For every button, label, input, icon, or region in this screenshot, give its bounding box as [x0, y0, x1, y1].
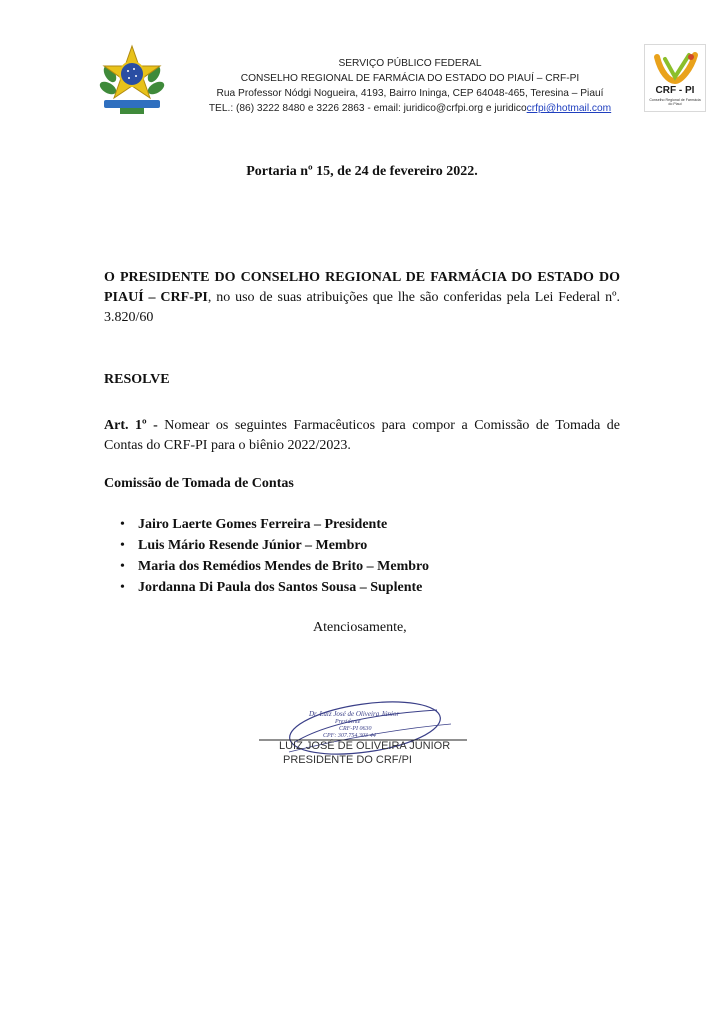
list-item	[118, 556, 429, 577]
member-name: Jordanna Di Paula dos Santos Sousa – Suplente	[138, 580, 423, 595]
header-line-council: CONSELHO REGIONAL DE FARMÁCIA DO ESTADO DO PIAUÍ – CRF-PI	[240, 73, 580, 84]
crf-pi-logo	[644, 44, 706, 112]
stamp-line-name: Dr. Luiz José de Oliveira Júnior	[309, 710, 400, 718]
closing-text: Atenciosamente,	[313, 620, 407, 635]
bullet-icon: •	[120, 517, 125, 532]
list-item	[118, 535, 429, 556]
stamp-line-role: Presidente	[335, 719, 361, 725]
signature-block	[255, 694, 475, 774]
resolve-heading: RESOLVE	[104, 372, 170, 387]
stamp-line-registration: CRF-PI 0630	[339, 726, 372, 732]
intro-text: , no uso de suas atribuições que lhe são conferidas pela Lei Federal nº. 3.820/60	[104, 290, 620, 325]
logo-text: CRF - PI	[655, 85, 695, 96]
signatory-name: LUIZ JOSÉ DE OLIVEIRA JÚNIOR	[279, 740, 451, 752]
member-name: Jairo Laerte Gomes Ferreira – Presidente	[138, 517, 388, 532]
logo-subtext: Conselho Regional de Farmácia do Piauí	[649, 98, 701, 106]
intro-bold-text: O PRESIDENTE DO CONSELHO REGIONAL DE FARMÁCIA DO ESTADO DO PIAUÍ – CRF-PI	[104, 270, 620, 305]
article-paragraph	[104, 416, 620, 456]
member-name: Luis Mário Resende Júnior – Membro	[138, 538, 368, 553]
member-name: Maria dos Remédios Mendes de Brito – Membro	[138, 559, 429, 574]
header-line-service: SERVIÇO PÚBLICO FEDERAL	[338, 58, 482, 69]
header-line-address: Rua Professor Nódgi Nogueira, 4193, Bairro Ininga, CEP 64048-465, Teresina – Piauí	[216, 88, 604, 99]
stamp-line-cpf: CPF: 307.754.303-44	[323, 733, 376, 739]
bullet-icon: •	[120, 538, 125, 553]
article-label: Art. 1º -	[104, 418, 158, 433]
list-item	[118, 514, 429, 535]
intro-paragraph	[104, 268, 620, 328]
commission-heading: Comissão de Tomada de Contas	[104, 476, 294, 491]
list-item	[118, 577, 429, 598]
header-line-contact	[180, 103, 640, 114]
document-title: Portaria nº 15, de 24 de fevereiro 2022.	[246, 164, 478, 179]
bullet-icon: •	[120, 559, 125, 574]
article-text: Nomear os seguintes Farmacêuticos para compor a Comissão de Tomada de Contas do CRF-PI para o biênio 2022/2023.	[104, 418, 621, 453]
crf-pi-logo-icon	[651, 51, 699, 87]
signatory-role: PRESIDENTE DO CRF/PI	[283, 754, 412, 766]
header-contact-text: TEL.: (86) 3222 8480 e 3226 2863 - email: juridico@crfpi.org e juridico	[208, 103, 527, 114]
bullet-icon: •	[120, 580, 125, 595]
brazil-coat-of-arms-icon	[98, 44, 166, 116]
email-link[interactable]: crfpi@hotmail.com	[526, 103, 612, 114]
members-list	[118, 514, 429, 598]
